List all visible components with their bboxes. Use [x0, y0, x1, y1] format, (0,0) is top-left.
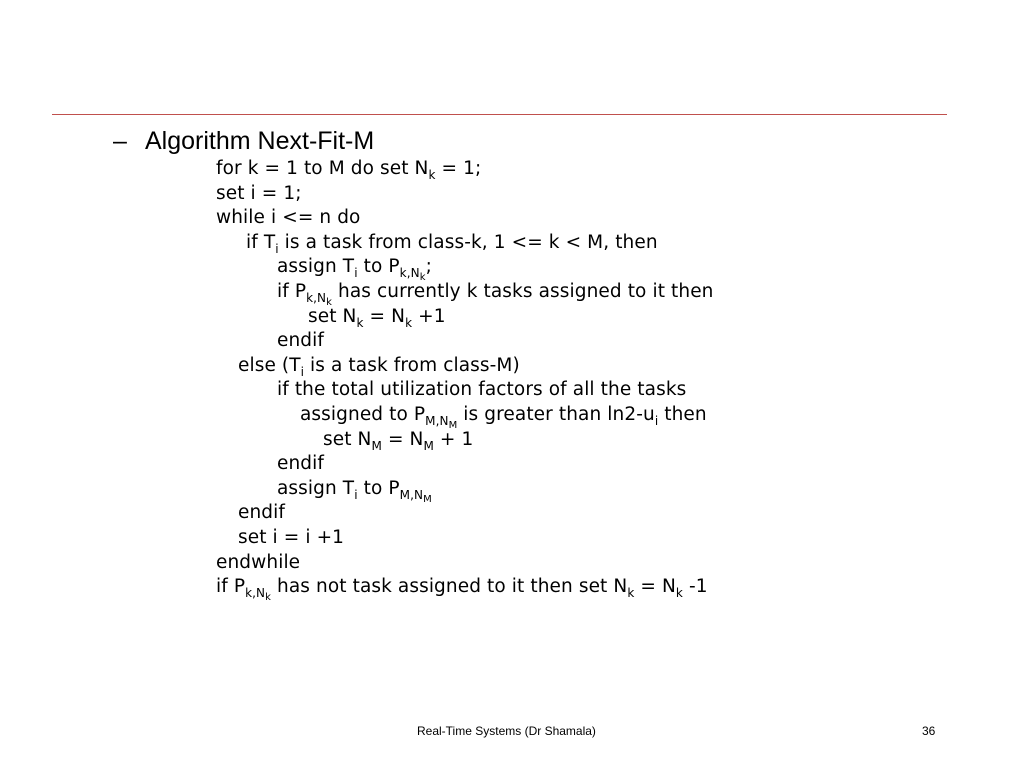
code-line: if $P_{k,N_k}$ has currently k tasks assigned to it then — [277, 281, 714, 308]
code-line: assigned to $P_{M,N_M}$ is greater than $\ln 2-u_i$ then — [300, 404, 707, 431]
bullet-dash: – — [113, 127, 127, 155]
code-line: if $P_{k,N_k}$ has not task assigned to it then set $N_k = N_k$ -1 — [216, 576, 708, 604]
title-text: Algorithm Next-Fit-M — [145, 127, 375, 155]
footer-page-number: 36 — [922, 724, 936, 738]
code-line: assign $T_i$ to $P_{k,N_k}$; — [277, 256, 432, 284]
code-line: endif — [277, 330, 325, 352]
code-line: set i = 1; — [216, 182, 302, 204]
code-line: while i <= n do — [216, 207, 361, 229]
code-line: set $N_M = N_M + 1$ — [323, 428, 474, 453]
title-divider-line — [52, 114, 947, 115]
code-line: endif — [238, 502, 286, 524]
code-line: if the total utilization factors of all the tasks — [277, 379, 687, 401]
code-line: for k = 1 to M do set $N_k = 1$; — [216, 158, 482, 182]
code-line: if $T_i$ is a task from class-k, 1 <= k < M, then — [246, 231, 658, 256]
code-line: set $N_k = N_k +1$ — [308, 305, 446, 330]
slide-title — [113, 124, 374, 158]
code-line: endif — [277, 453, 325, 475]
footer-course-title: Real-Time Systems (Dr Shamala) — [417, 724, 596, 738]
code-line: endwhile — [216, 551, 301, 573]
code-line: else ($T_i$ is a task from class-M) — [238, 354, 520, 379]
code-line: assign $T_i$ to $P_{M,N_M}$ — [277, 477, 432, 505]
code-line: set i = i +1 — [238, 527, 345, 548]
